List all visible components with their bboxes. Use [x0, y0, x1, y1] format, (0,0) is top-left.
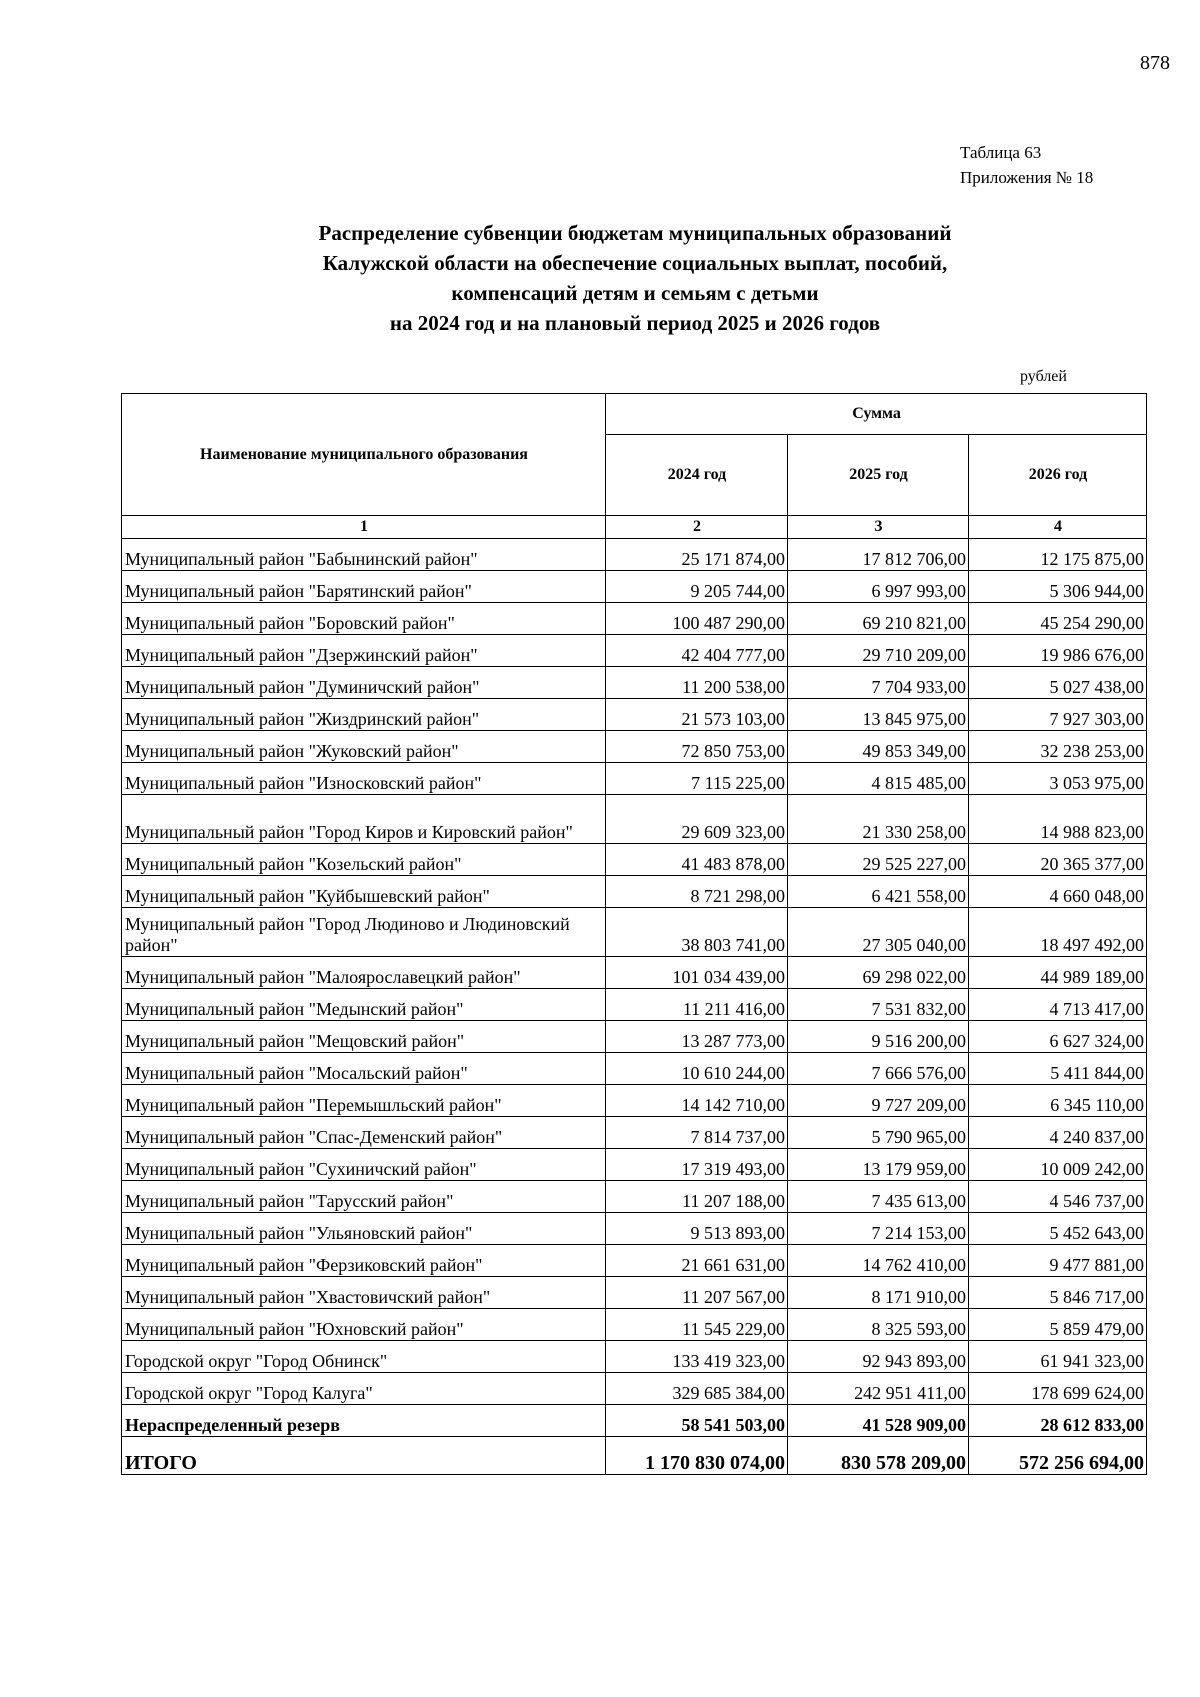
table-reference [960, 140, 1093, 190]
value-2026: 44 989 189,00 [969, 957, 1147, 989]
value-2025: 14 762 410,00 [788, 1245, 969, 1277]
row-name: Муниципальный район "Куйбышевский район" [122, 876, 606, 908]
table-row [122, 1213, 1147, 1245]
row-name: Муниципальный район "Город Киров и Кировский район" [122, 795, 606, 844]
value-2024: 8 721 298,00 [606, 876, 788, 908]
table-row [122, 1149, 1147, 1181]
row-name: Муниципальный район "Дзержинский район" [122, 635, 606, 667]
value-2025: 6 421 558,00 [788, 876, 969, 908]
row-name: Муниципальный район "Барятинский район" [122, 571, 606, 603]
header-2025: 2025 год [788, 435, 969, 516]
value-2025: 9 727 209,00 [788, 1085, 969, 1117]
value-2025: 7 666 576,00 [788, 1053, 969, 1085]
column-number: 4 [969, 516, 1147, 539]
value-2025: 27 305 040,00 [788, 908, 969, 957]
table-ref-line2: Приложения № 18 [960, 168, 1094, 187]
value-2025: 830 578 209,00 [788, 1437, 969, 1475]
value-2025: 17 812 706,00 [788, 539, 969, 571]
value-2024: 38 803 741,00 [606, 908, 788, 957]
page-number: 878 [1140, 52, 1170, 74]
value-2026: 12 175 875,00 [969, 539, 1147, 571]
value-2026: 20 365 377,00 [969, 844, 1147, 876]
value-2026: 5 027 438,00 [969, 667, 1147, 699]
value-2026: 4 240 837,00 [969, 1117, 1147, 1149]
row-name: Нераспределенный резерв [122, 1405, 606, 1437]
table-body [122, 516, 1147, 1475]
value-2026: 5 452 643,00 [969, 1213, 1147, 1245]
row-name: Муниципальный район "Ферзиковский район" [122, 1245, 606, 1277]
value-2024: 14 142 710,00 [606, 1085, 788, 1117]
table-row [122, 731, 1147, 763]
value-2025: 5 790 965,00 [788, 1117, 969, 1149]
value-2024: 100 487 290,00 [606, 603, 788, 635]
header-name: Наименование муниципального образования [122, 394, 606, 516]
value-2024: 11 545 229,00 [606, 1309, 788, 1341]
table-row [122, 1085, 1147, 1117]
row-name: Муниципальный район "Мещовский район" [122, 1021, 606, 1053]
value-2024: 11 207 567,00 [606, 1277, 788, 1309]
table-row [122, 539, 1147, 571]
value-2025: 7 435 613,00 [788, 1181, 969, 1213]
row-name: Муниципальный район "Сухиничский район" [122, 1149, 606, 1181]
value-2026: 32 238 253,00 [969, 731, 1147, 763]
table-row [122, 699, 1147, 731]
row-name: Городской округ "Город Калуга" [122, 1373, 606, 1405]
value-2026: 4 660 048,00 [969, 876, 1147, 908]
value-2026: 14 988 823,00 [969, 795, 1147, 844]
value-2026: 61 941 323,00 [969, 1341, 1147, 1373]
row-name: Муниципальный район "Юхновский район" [122, 1309, 606, 1341]
value-2024: 29 609 323,00 [606, 795, 788, 844]
value-2026: 3 053 975,00 [969, 763, 1147, 795]
column-number: 3 [788, 516, 969, 539]
value-2024: 101 034 439,00 [606, 957, 788, 989]
row-name: Муниципальный район "Думиничский район" [122, 667, 606, 699]
table-row [122, 795, 1147, 844]
table-row [122, 1181, 1147, 1213]
table-row [122, 763, 1147, 795]
value-2024: 42 404 777,00 [606, 635, 788, 667]
value-2024: 9 513 893,00 [606, 1213, 788, 1245]
table-row [122, 571, 1147, 603]
value-2026: 5 859 479,00 [969, 1309, 1147, 1341]
row-name: Городской округ "Город Обнинск" [122, 1341, 606, 1373]
value-2024: 10 610 244,00 [606, 1053, 788, 1085]
row-name: Муниципальный район "Козельский район" [122, 844, 606, 876]
value-2024: 13 287 773,00 [606, 1021, 788, 1053]
header-2024: 2024 год [606, 435, 788, 516]
row-name: Муниципальный район "Спас-Деменский район" [122, 1117, 606, 1149]
value-2024: 9 205 744,00 [606, 571, 788, 603]
value-2026: 5 306 944,00 [969, 571, 1147, 603]
column-number: 1 [122, 516, 606, 539]
value-2026: 178 699 624,00 [969, 1373, 1147, 1405]
value-2026: 6 627 324,00 [969, 1021, 1147, 1053]
value-2024: 21 661 631,00 [606, 1245, 788, 1277]
row-name: Муниципальный район "Перемышльский район" [122, 1085, 606, 1117]
title-line4: на 2024 год и на плановый период 2025 и 2026 годов [389, 311, 881, 335]
value-2026: 5 411 844,00 [969, 1053, 1147, 1085]
reserve-row [122, 1405, 1147, 1437]
value-2025: 13 845 975,00 [788, 699, 969, 731]
value-2026: 4 546 737,00 [969, 1181, 1147, 1213]
title-line3: компенсаций детям и семьям с детьми [451, 281, 819, 305]
value-2025: 7 704 933,00 [788, 667, 969, 699]
value-2024: 11 211 416,00 [606, 989, 788, 1021]
table-row [122, 667, 1147, 699]
value-2025: 7 214 153,00 [788, 1213, 969, 1245]
value-2026: 4 713 417,00 [969, 989, 1147, 1021]
subvention-table [121, 393, 1147, 1475]
table-row [122, 1309, 1147, 1341]
units-label: рублей [1020, 368, 1067, 385]
row-name: Муниципальный район "Бабынинский район" [122, 539, 606, 571]
value-2024: 1 170 830 074,00 [606, 1437, 788, 1475]
value-2024: 11 207 188,00 [606, 1181, 788, 1213]
row-name: Муниципальный район "Город Людиново и Людиновский район" [122, 908, 606, 957]
table-row [122, 989, 1147, 1021]
table-row [122, 908, 1147, 957]
row-name: Муниципальный район "Ульяновский район" [122, 1213, 606, 1245]
row-name: Муниципальный район "Хвастовичский район" [122, 1277, 606, 1309]
table-row [122, 844, 1147, 876]
value-2025: 49 853 349,00 [788, 731, 969, 763]
value-2025: 21 330 258,00 [788, 795, 969, 844]
row-name: Муниципальный район "Жуковский район" [122, 731, 606, 763]
value-2025: 9 516 200,00 [788, 1021, 969, 1053]
row-name: Муниципальный район "Мосальский район" [122, 1053, 606, 1085]
value-2025: 41 528 909,00 [788, 1405, 969, 1437]
table-row [122, 1341, 1147, 1373]
value-2026: 19 986 676,00 [969, 635, 1147, 667]
table-row [122, 1021, 1147, 1053]
value-2026: 18 497 492,00 [969, 908, 1147, 957]
value-2024: 41 483 878,00 [606, 844, 788, 876]
value-2026: 45 254 290,00 [969, 603, 1147, 635]
value-2025: 69 298 022,00 [788, 957, 969, 989]
value-2024: 17 319 493,00 [606, 1149, 788, 1181]
table-ref-line1: Таблица 63 [960, 143, 1042, 162]
value-2025: 4 815 485,00 [788, 763, 969, 795]
row-name: Муниципальный район "Медынский район" [122, 989, 606, 1021]
value-2025: 6 997 993,00 [788, 571, 969, 603]
table-row [122, 957, 1147, 989]
value-2024: 72 850 753,00 [606, 731, 788, 763]
value-2025: 8 171 910,00 [788, 1277, 969, 1309]
value-2024: 58 541 503,00 [606, 1405, 788, 1437]
title-line2: Калужской области на обеспечение социальных выплат, пособий, [322, 251, 948, 275]
table-row [122, 876, 1147, 908]
table-row [122, 1277, 1147, 1309]
row-name: ИТОГО [122, 1437, 606, 1475]
table-row [122, 1053, 1147, 1085]
value-2026: 5 846 717,00 [969, 1277, 1147, 1309]
value-2024: 11 200 538,00 [606, 667, 788, 699]
value-2026: 572 256 694,00 [969, 1437, 1147, 1475]
row-name: Муниципальный район "Износковский район" [122, 763, 606, 795]
table-row [122, 1373, 1147, 1405]
value-2025: 242 951 411,00 [788, 1373, 969, 1405]
row-name: Муниципальный район "Малоярославецкий район" [122, 957, 606, 989]
value-2025: 8 325 593,00 [788, 1309, 969, 1341]
table-row [122, 635, 1147, 667]
value-2026: 10 009 242,00 [969, 1149, 1147, 1181]
value-2025: 92 943 893,00 [788, 1341, 969, 1373]
value-2025: 13 179 959,00 [788, 1149, 969, 1181]
total-row [122, 1437, 1147, 1475]
value-2024: 329 685 384,00 [606, 1373, 788, 1405]
header-sum: Сумма [606, 394, 1147, 435]
row-name: Муниципальный район "Жиздринский район" [122, 699, 606, 731]
value-2024: 7 814 737,00 [606, 1117, 788, 1149]
row-name: Муниципальный район "Боровский район" [122, 603, 606, 635]
value-2025: 29 710 209,00 [788, 635, 969, 667]
value-2025: 69 210 821,00 [788, 603, 969, 635]
value-2024: 7 115 225,00 [606, 763, 788, 795]
value-2026: 9 477 881,00 [969, 1245, 1147, 1277]
title-line1: Распределение субвенции бюджетам муниципальных образований [318, 221, 952, 245]
row-name: Муниципальный район "Тарусский район" [122, 1181, 606, 1213]
value-2026: 6 345 110,00 [969, 1085, 1147, 1117]
value-2026: 28 612 833,00 [969, 1405, 1147, 1437]
column-numbers-row [122, 516, 1147, 539]
column-number: 2 [606, 516, 788, 539]
table-row [122, 603, 1147, 635]
table-row [122, 1117, 1147, 1149]
value-2026: 7 927 303,00 [969, 699, 1147, 731]
value-2024: 133 419 323,00 [606, 1341, 788, 1373]
value-2024: 25 171 874,00 [606, 539, 788, 571]
value-2025: 29 525 227,00 [788, 844, 969, 876]
value-2024: 21 573 103,00 [606, 699, 788, 731]
value-2025: 7 531 832,00 [788, 989, 969, 1021]
document-title [120, 218, 1150, 338]
header-2026: 2026 год [969, 435, 1147, 516]
table-row [122, 1245, 1147, 1277]
